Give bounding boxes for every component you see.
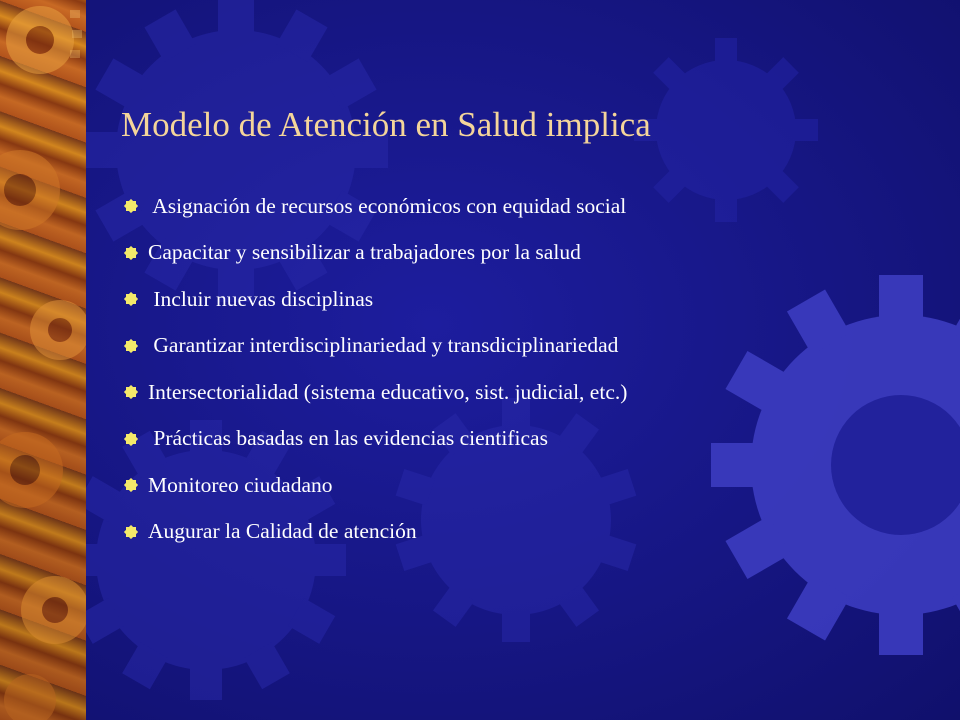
decorative-left-strip xyxy=(0,0,86,720)
bullet-text: Incluir nuevas disciplinas xyxy=(148,286,374,311)
list-item xyxy=(124,509,924,556)
square-star-bullet-icon xyxy=(124,339,138,353)
list-item xyxy=(124,276,924,323)
bullet-text: Augurar la Calidad de atención xyxy=(148,519,417,544)
list-item xyxy=(124,369,924,416)
bullet-text: Garantizar interdisciplinariedad y transdiciplinariedad xyxy=(148,333,619,358)
list-item xyxy=(124,416,924,463)
square-star-bullet-icon xyxy=(124,292,138,306)
list-item xyxy=(124,323,924,370)
square-star-bullet-icon xyxy=(124,432,138,446)
square-star-bullet-icon xyxy=(124,478,138,492)
bullet-text: Asignación de recursos económicos con equidad social xyxy=(148,193,627,218)
square-star-bullet-icon xyxy=(124,385,138,399)
bullet-text: Intersectorialidad (sistema educativo, sist. judicial, etc.) xyxy=(148,379,628,404)
square-star-bullet-icon xyxy=(124,199,138,213)
square-star-bullet-icon xyxy=(124,246,138,260)
bullet-text: Capacitar y sensibilizar a trabajadores por la salud xyxy=(148,240,581,265)
list-item xyxy=(124,462,924,509)
slide-title: Modelo de Atención en Salud implica xyxy=(121,105,651,144)
list-item xyxy=(124,183,924,230)
bullet-text: Monitoreo ciudadano xyxy=(148,472,333,497)
bullet-list xyxy=(124,183,924,555)
square-star-bullet-icon xyxy=(124,525,138,539)
strip-gear-pattern-icon xyxy=(0,0,86,720)
bullet-text: Prácticas basadas en las evidencias cientificas xyxy=(148,426,548,451)
list-item xyxy=(124,230,924,277)
